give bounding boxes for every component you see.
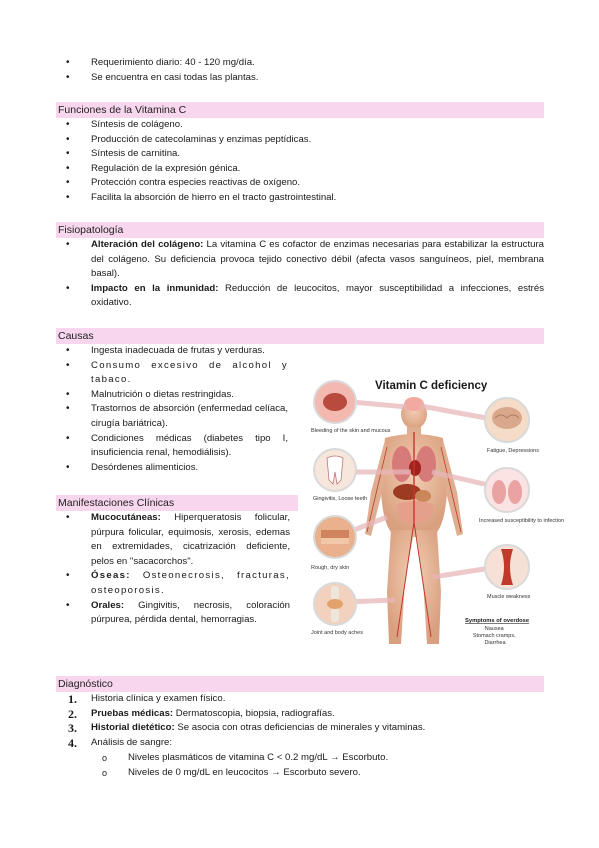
- circle-bullet-icon: o: [102, 767, 108, 778]
- list-item: o Niveles plasmáticos de vitamina C < 0.2 mg/dL → Escorbuto.: [56, 751, 546, 766]
- infographic-title: Vitamin C deficiency: [375, 380, 488, 392]
- bullet-icon: •: [66, 71, 70, 83]
- label-joint: Joint and body aches: [311, 630, 363, 636]
- bullet-icon: •: [66, 162, 70, 174]
- fisiopatologia-list: [56, 238, 544, 311]
- bullet-icon: •: [66, 239, 70, 250]
- overdose-item: Diarrhea: [484, 640, 506, 646]
- funciones-list: [56, 118, 546, 206]
- label-muscle: Muscle weakness: [487, 594, 531, 600]
- bullet-icon: •: [66, 191, 70, 203]
- section-header-manifestaciones: Manifestaciones Clínicas: [56, 495, 298, 511]
- list-item: • Alteración del colágeno: La vitamina C es cofactor de enzimas necesarias para estabilizar la estructura del colágeno. Su deficiencia provoca tejido conectivo débil (afecta vasos sanguíneos, piel, membrana basal).: [66, 239, 544, 280]
- skin-circle: [314, 516, 356, 558]
- bullet-icon: •: [66, 133, 70, 145]
- list-item: • Producción de catecolaminas y enzimas peptídicas.: [56, 133, 546, 148]
- label-fatigue: Fatigue, Depressions: [487, 448, 539, 454]
- section-header-funciones: Funciones de la Vitamina C: [56, 102, 544, 118]
- list-item: • Desórdenes alimenticios.: [56, 461, 288, 476]
- bullet-icon: •: [66, 359, 71, 371]
- list-item: • Impacto en la inmunidad: Reducción de leucocitos, mayor susceptibilidad a infecciones, estrés oxidativo.: [66, 282, 544, 309]
- manifestaciones-list: [56, 511, 290, 628]
- diagnostico-sublist: [56, 751, 546, 780]
- list-item: • Protección contra especies reactivas de oxígeno.: [56, 176, 546, 191]
- list-item: • Malnutrición o dietas restringidas.: [56, 388, 288, 403]
- circle-bullet-icon: o: [102, 753, 108, 763]
- intro-list: [56, 56, 546, 85]
- bullet-icon: •: [66, 177, 70, 189]
- causas-list: [56, 344, 288, 475]
- list-item: • Síntesis de carnitina.: [56, 147, 546, 162]
- joint-circle: [314, 583, 356, 625]
- section-header-diagnostico: Diagnóstico: [56, 676, 544, 692]
- list-item: • Síntesis de colágeno.: [56, 118, 546, 133]
- label-infection: Increased susceptibility to infection: [479, 518, 564, 524]
- infographic-svg: [307, 372, 564, 655]
- overdose-item: Stomach cramps,: [472, 633, 516, 639]
- list-item: • Orales: Gingivitis, necrosis, coloración púrpurea, pérdida dental, hemorragias.: [66, 599, 290, 626]
- bullet-icon: •: [66, 432, 70, 444]
- lungs-circle: [485, 468, 529, 512]
- section-header-fisiopatologia: Fisiopatología: [56, 222, 544, 238]
- bullet-icon: •: [66, 461, 70, 473]
- bullet-icon: •: [66, 148, 70, 160]
- list-item: • Facilita la absorción de hierro en el tracto gastrointestinal.: [56, 191, 546, 206]
- bullet-icon: •: [66, 599, 70, 611]
- list-item: • Trastornos de absorción (enfermedad celíaca, cirugía bariátrica).: [66, 403, 288, 429]
- overdose-title: Symptoms of overdose: [465, 618, 530, 624]
- list-item: • Mucocutáneas: Hiperqueratosis folicular, púrpura folicular, equimosis, xerosis, edemas en extremidades, cicatrización deficiente, pelos en "sacacorchos".: [66, 512, 290, 567]
- list-item: • Se encuentra en casi todas las plantas.: [56, 71, 546, 86]
- list-item: • Ingesta inadecuada de frutas y verduras.: [56, 344, 288, 359]
- bullet-icon: •: [66, 282, 70, 294]
- diagnostico-list: [56, 692, 546, 750]
- bullet-icon: •: [66, 119, 70, 130]
- brain-circle: [485, 398, 529, 442]
- bullet-icon: •: [66, 403, 70, 415]
- bullet-icon: •: [66, 388, 70, 400]
- label-gingivitis: Gingivitis, Loose teeth: [313, 496, 368, 502]
- list-item: • Regulación de la expresión génica.: [56, 162, 546, 177]
- list-item: o Niveles de 0 mg/dL en leucocitos → Escorbuto severo.: [56, 766, 546, 781]
- label-bleeding: Bleeding of the skin and mucous: [311, 428, 391, 434]
- vitamin-c-deficiency-infographic: [307, 372, 564, 655]
- list-item: • Óseas: Osteonecrosis, fracturas, osteoporosis.: [66, 570, 290, 596]
- list-item: 3. Historial dietético: Se asocia con otras deficiencias de minerales y vitaminas.: [68, 721, 426, 736]
- list-item: • Consumo excesivo de alcohol y tabaco.: [66, 359, 288, 386]
- list-item: 2. Pruebas médicas: Dermatoscopia, biopsia, radiografías.: [68, 706, 335, 721]
- bullet-icon: •: [66, 512, 70, 523]
- bullet-icon: •: [66, 345, 70, 356]
- list-item: 1. Historia clínica y examen físico.: [68, 692, 226, 706]
- svg-text:Nausea Stomach cramps,: [473, 626, 517, 646]
- list-item: 4. Análisis de sangre:: [68, 735, 173, 750]
- overdose-item: Nausea: [484, 626, 504, 632]
- bleeding-circle: [314, 381, 356, 423]
- muscle-circle: [485, 545, 529, 589]
- section-header-causas: Causas: [56, 328, 544, 344]
- list-item: • Requerimiento diario: 40 - 120 mg/día.: [56, 56, 546, 71]
- bullet-icon: •: [66, 570, 71, 582]
- list-item: • Condiciones médicas (diabetes tipo I, insuficiencia renal, hemodiálisis).: [66, 432, 288, 459]
- svg-text:Bleeding of the skin and mucou: [311, 428, 391, 434]
- tooth-circle: [314, 449, 356, 491]
- bullet-icon: •: [66, 57, 70, 68]
- label-rough-skin: Rough, dry skin: [311, 565, 350, 571]
